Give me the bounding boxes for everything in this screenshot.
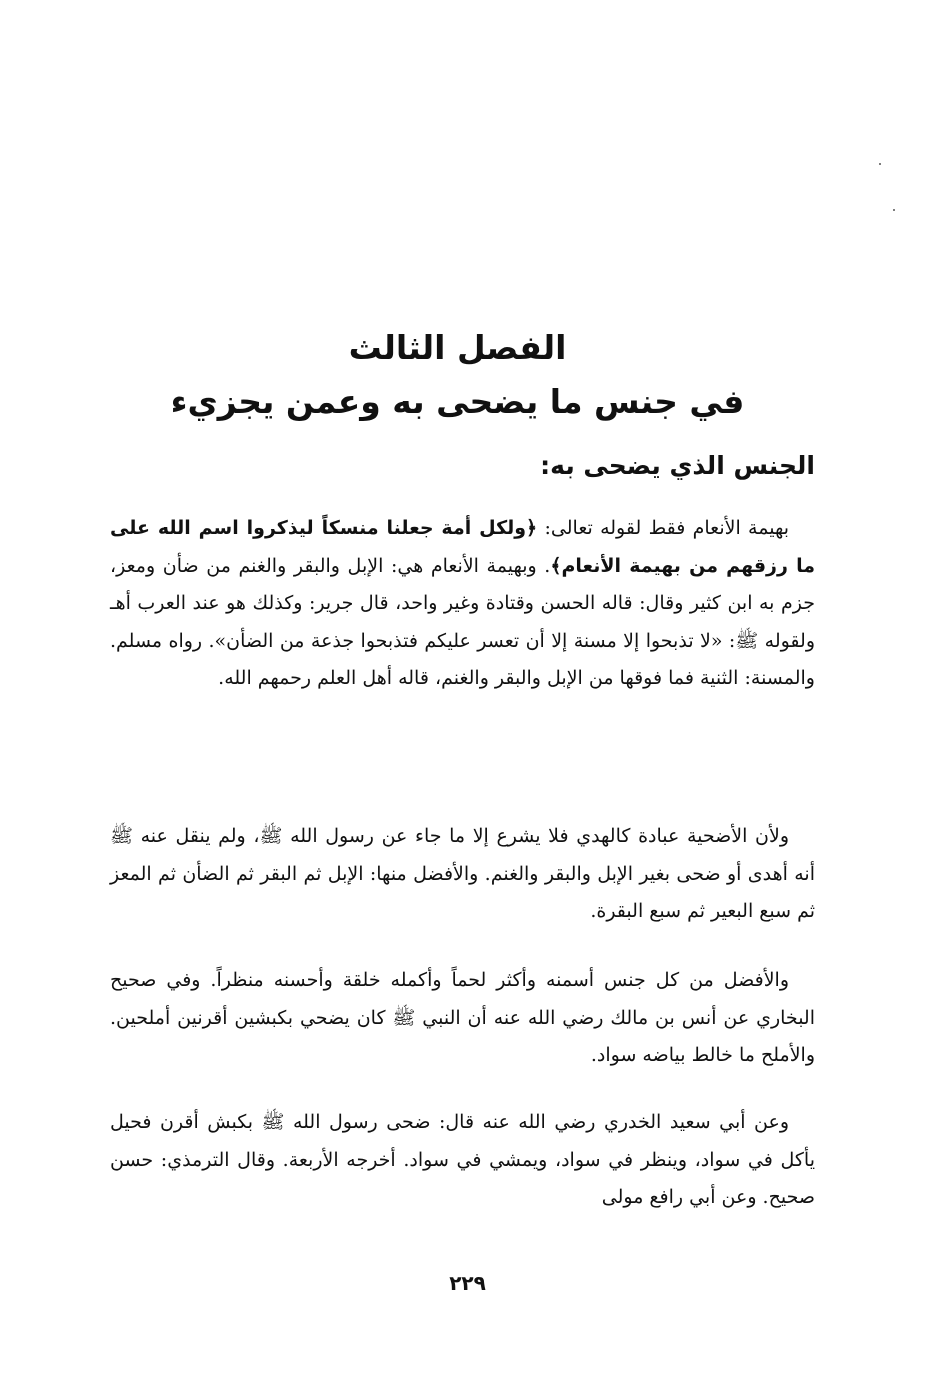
paragraph-4: وعن أبي سعيد الخدري رضي الله عنه قال: ضحى رسول الله ﷺ بكبش أقرن فحيل يأكل في سواد، وينظر في سواد، ويمشي في سواد. أخرجه الأربعة. وقال الترمذي: حسن صحيح. وعن أبي رافع مولى: [110, 1111, 815, 1208]
chapter-subtitle: في جنس ما يضحى به وعمن يجزيء: [170, 382, 745, 421]
section-heading: الجنس الذي يضحى به:: [540, 451, 815, 480]
chapter-title: الفصل الثالث: [348, 328, 567, 367]
scan-speck: [893, 209, 895, 211]
paragraph-1-body: . وبهيمة الأنعام هي: الإبل والبقر والغنم من ضأن ومعز، جزم به ابن كثير وقال: قاله الحسن وقتادة وغير واحد، قال جرير: وكذلك هو عند العرب أهـ ولقوله ﷺ: «لا تذبحوا إلا مسنة إلا أن تعسر عليكم فتذبحوا جذعة من الضأن». رواه مسلم. والمسنة: الثنية فما فوقها من الإبل والبقر والغنم، قاله أهل العلم رحمهم الله.: [110, 554, 815, 689]
quran-verse-quote: ﴿ولكل أمة جعلنا منسكاً ليذكروا اسم الله على ما رزقهم من بهيمة الأنعام﴾: [110, 517, 816, 577]
paragraph-1-intro: بهيمة الأنعام فقط لقوله تعالى:: [537, 517, 789, 539]
page-number: ٢٢٩: [449, 1271, 486, 1295]
paragraph-3: والأفضل من كل جنس أسمنه وأكثر لحماً وأكمله خلقة وأحسنه منظراً. وفي صحيح البخاري عن أنس بن مالك رضي الله عنه أن النبي ﷺ كان يضحي بكبشين أقرنين أملحين. والأملح ما خالط بياضه سواد.: [110, 969, 815, 1066]
paragraph-1: [110, 510, 815, 698]
scan-speck: [879, 163, 881, 165]
paragraph-2: ولأن الأضحية عبادة كالهدي فلا يشرع إلا ما جاء عن رسول الله ﷺ، ولم ينقل عنه ﷺ أنه أهدى أو ضحى بغير الإبل والبقر والغنم. والأفضل منها: الإبل ثم البقر ثم الضأن ثم المعز ثم سبع البعير ثم سبع البقرة.: [110, 825, 815, 922]
